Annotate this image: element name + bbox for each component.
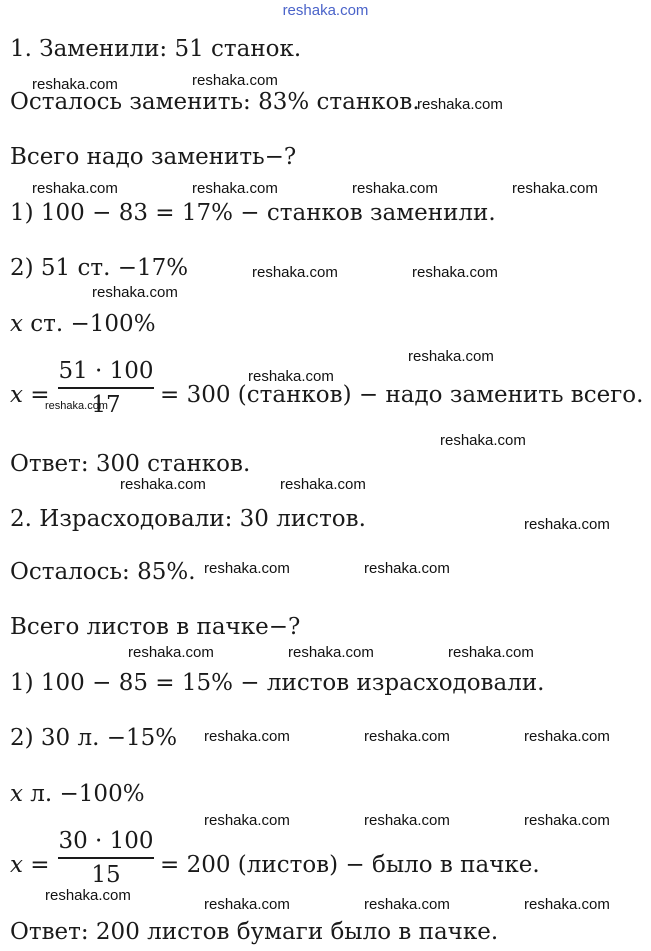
- watermark: reshaka.com: [364, 560, 450, 577]
- problem1-proportion: [10, 310, 156, 338]
- watermark: reshaka.com: [204, 560, 290, 577]
- watermark: reshaka.com: [364, 728, 450, 745]
- equals-sign: =: [30, 382, 50, 408]
- watermark-header: reshaka.com: [282, 2, 369, 19]
- watermark: reshaka.com: [364, 896, 450, 913]
- proportion-text: л. −100%: [22, 781, 145, 807]
- variable-x: x: [10, 781, 23, 807]
- watermark: reshaka.com: [417, 96, 503, 113]
- watermark: reshaka.com: [524, 516, 610, 533]
- problem1-answer: Ответ: 300 станков.: [10, 451, 251, 477]
- fraction-denominator: 15: [91, 862, 121, 888]
- fraction-bar: [58, 387, 154, 389]
- watermark: reshaka.com: [204, 896, 290, 913]
- equals-sign: =: [30, 852, 50, 878]
- watermark: reshaka.com: [524, 728, 610, 745]
- watermark: reshaka.com: [352, 180, 438, 197]
- watermark: reshaka.com: [288, 644, 374, 661]
- problem2-question: Всего листов в пачке−?: [10, 614, 301, 640]
- watermark: reshaka.com: [412, 264, 498, 281]
- problem1-step1: 1) 100 − 83 = 17% − станков заменили.: [10, 200, 496, 226]
- watermark: reshaka.com: [248, 368, 334, 385]
- watermark: reshaka.com: [364, 812, 450, 829]
- variable-x: x: [10, 852, 23, 878]
- variable-x: x: [10, 382, 23, 408]
- problem2-remaining: Осталось: 85%.: [10, 559, 196, 585]
- watermark: reshaka.com: [204, 812, 290, 829]
- problem1-remaining: Осталось заменить: 83% станков.: [10, 89, 420, 115]
- watermark: reshaka.com: [204, 728, 290, 745]
- watermark: reshaka.com: [192, 72, 278, 89]
- watermark: reshaka.com: [92, 284, 178, 301]
- watermark: reshaka.com: [120, 476, 206, 493]
- watermark: reshaka.com: [440, 432, 526, 449]
- problem2-proportion: [10, 780, 145, 808]
- problem2-step2: 2) 30 л. −15%: [10, 725, 178, 751]
- watermark: reshaka.com: [128, 644, 214, 661]
- watermark: reshaka.com: [32, 180, 118, 197]
- watermark: reshaka.com: [524, 896, 610, 913]
- watermark: reshaka.com: [512, 180, 598, 197]
- problem2-equation-left: [10, 851, 50, 879]
- fraction-denominator: 17: [91, 392, 121, 418]
- variable-x: x: [10, 311, 23, 337]
- proportion-text: ст. −100%: [22, 311, 156, 337]
- problem1-equation-result: = 300 (станков) − надо заменить всего.: [160, 382, 644, 408]
- problem2-equation-result: = 200 (листов) − было в пачке.: [160, 852, 540, 878]
- fraction-numerator: 51 · 100: [58, 358, 154, 384]
- problem2-given: 2. Израсходовали: 30 листов.: [10, 506, 366, 532]
- problem2-fraction: [58, 827, 154, 889]
- watermark: reshaka.com: [45, 887, 131, 904]
- problem1-step2: 2) 51 ст. −17%: [10, 255, 189, 281]
- problem2-answer: Ответ: 200 листов бумаги было в пачке.: [10, 919, 499, 945]
- fraction-bar: [58, 857, 154, 859]
- problem2-step1: 1) 100 − 85 = 15% − листов израсходовали.: [10, 670, 545, 696]
- watermark: reshaka.com: [32, 76, 118, 93]
- watermark: reshaka.com: [192, 180, 278, 197]
- problem1-given: 1. Заменили: 51 станок.: [10, 36, 302, 62]
- watermark: reshaka.com: [252, 264, 338, 281]
- watermark: reshaka.com: [45, 400, 108, 412]
- watermark: reshaka.com: [408, 348, 494, 365]
- problem1-question: Всего надо заменить−?: [10, 144, 297, 170]
- watermark: reshaka.com: [524, 812, 610, 829]
- watermark: reshaka.com: [280, 476, 366, 493]
- problem1-equation-left: [10, 381, 50, 409]
- fraction-numerator: 30 · 100: [58, 828, 154, 854]
- watermark: reshaka.com: [448, 644, 534, 661]
